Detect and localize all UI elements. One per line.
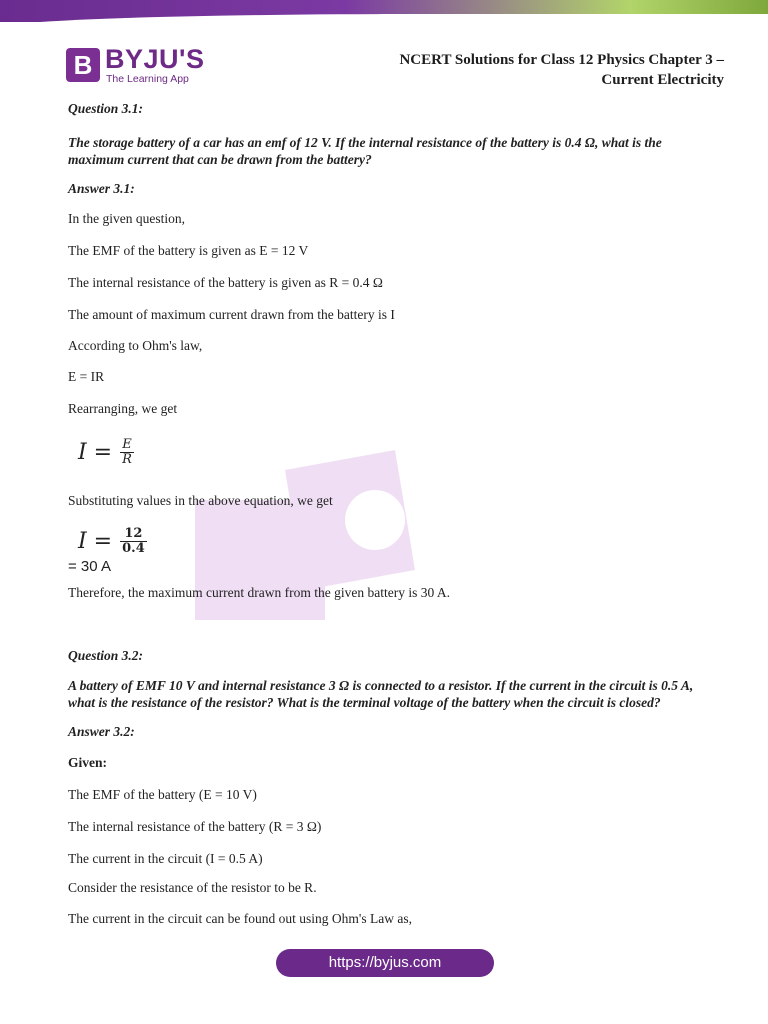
substituting-text: Substituting values in the above equation, we get [68,493,333,508]
formula-ohms-law [78,438,718,467]
byjus-logo [66,44,236,88]
fraction-numerator: E [122,437,132,452]
title-line-1: NCERT Solutions for Class 12 Physics Chapter 3 – [399,52,724,68]
given-heading: Given: [68,755,107,770]
answer-2-line: The EMF of the battery (E = 10 V) [68,787,257,802]
logo-tagline: The Learning App [106,73,189,85]
result-value: = 30 A [68,558,111,575]
question-1-text: The storage battery of a car has an emf of 12 V. If the internal resistance of the battery is 0.4 Ω, what is the maximum current that can be drawn from the battery? [68,135,662,167]
formula-lhs: I = [78,529,113,554]
answer-2-line: The current in the circuit (I = 0.5 A) [68,851,263,866]
footer-url-link[interactable]: https://byjus.com [276,949,494,977]
fraction-denominator: R [122,452,132,467]
answer-2-line: The internal resistance of the battery (R = 3 Ω) [68,819,322,834]
answer-1-line: The EMF of the battery is given as E = 12 V [68,243,309,258]
question-1-heading: Question 3.1: [68,101,144,116]
formula-lhs: I = [78,440,113,465]
answer-1-line: Rearranging, we get [68,401,178,416]
title-line-2: Current Electricity [601,72,724,88]
answer-1-heading: Answer 3.1: [68,181,135,196]
answer-2-heading: Answer 3.2: [68,724,135,739]
document-title [399,50,724,90]
logo-wordmark: BYJU'S [105,44,205,74]
answer-1-line: E = IR [68,369,105,384]
formula-fraction [120,438,134,467]
question-2-text: A battery of EMF 10 V and internal resistance 3 Ω is connected to a resistor. If the current in the circuit is 0.5 A, what is the resistance of the resistor? What is the terminal voltage of the battery when the circuit is closed? [68,678,694,710]
formula-fraction [120,527,147,556]
question-2-heading: Question 3.2: [68,648,144,663]
formula-substituted [78,527,718,556]
logo-mark-icon: B [66,48,100,82]
answer-1-line: In the given question, [68,211,185,226]
answer-1-conclusion: Therefore, the maximum current drawn from the given battery is 30 A. [68,585,451,600]
answer-1-line: According to Ohm's law, [68,338,203,353]
fraction-numerator: 12 [124,526,143,541]
answer-2-line: Consider the resistance of the resistor to be R. [68,880,317,895]
answer-1-line: The amount of maximum current drawn from the battery is I [68,307,395,322]
answer-1-line: The internal resistance of the battery is given as R = 0.4 Ω [68,275,383,290]
fraction-denominator: 0.4 [122,541,145,556]
answer-2-line: The current in the circuit can be found out using Ohm's Law as, [68,911,412,926]
